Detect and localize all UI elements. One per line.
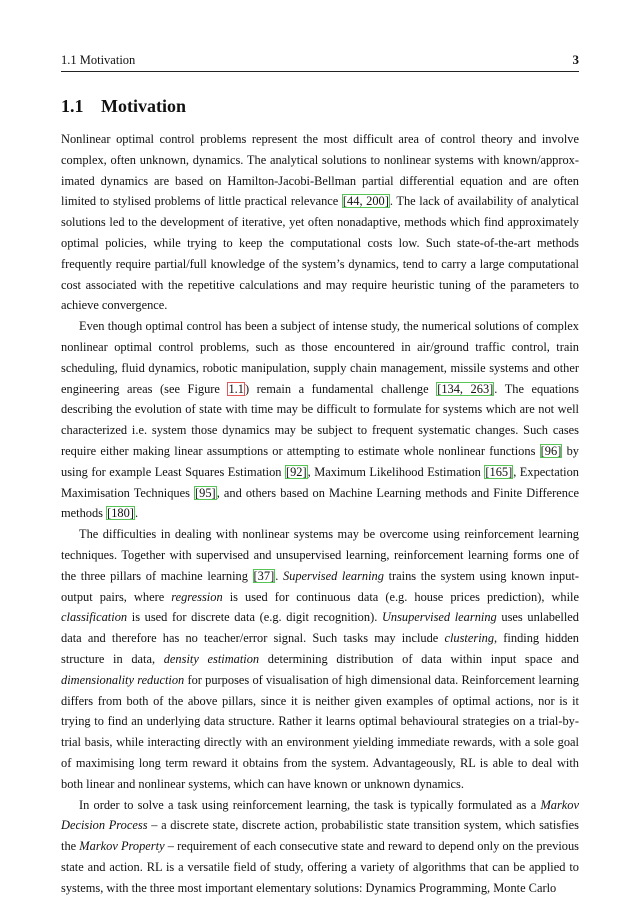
text-run: trains the system using known input-output pairs, where [61, 568, 579, 604]
text-run: Even though optimal control has been a subject of intense study, the numerical solutions of complex nonlinear optimal control problems, such as those encountered in air/ground traffic control, train scheduling, fluid dynamics, robotic manipulation, supply chain management, missile systems and other engineering areas (see Figure [61, 319, 579, 396]
figure-link[interactable]: 1.1 [228, 381, 244, 396]
emphasis: Supervised learning [282, 568, 384, 583]
section-heading [61, 96, 579, 117]
text-run: determining distribution of data within input space and [259, 651, 580, 666]
running-header [61, 52, 579, 72]
emphasis: regression [171, 589, 223, 604]
text-run: , finding hidden structure in data, [61, 631, 580, 666]
paragraph-1 [61, 129, 579, 316]
citation-link[interactable]: [96] [540, 443, 562, 458]
text-run: for purposes of visualisation of high dimensional data. Reinforcement learning differs from both of the above pillars, since it is neither given examples of optimal actions, nor is it trying to find an underlying data structure. Rather it learns optimal behavioural strategies on a trial-by-trial basis, while interacting directly with an environment yielding immediate rewards, with a sole goal of maximising long term reward it obtains from the system. Advantageously, RL is able to deal with both linear and nonlinear systems, which can have known or unknown dynamics. [61, 672, 579, 791]
text-run: The difficulties in dealing with nonlinear systems may be overcome using reinforcement learning techniques. Together with supervised and unsupervised learning, reinforcement learning forms one of the three pillars of machine learning [61, 527, 579, 583]
header-section: 1.1 Motivation [61, 53, 136, 67]
page [61, 52, 579, 898]
emphasis: Unsupervised learning [381, 610, 497, 625]
citation-link[interactable]: [95] [195, 485, 216, 500]
citation-link[interactable]: [180] [107, 506, 134, 521]
section-title: Motivation [101, 96, 186, 116]
emphasis: classification [61, 610, 128, 625]
emphasis: Markov Decision Process [61, 797, 579, 833]
text-run: – requirement of each consecutive state and reward to depend only on the previous state and action. RL is a versatile field of study, offering a variety of algorithms that can be applied to systems, with the three most important elementary solutions: Dynamics Programming, Monte Carlo [61, 839, 579, 895]
emphasis: Markov Property [79, 839, 165, 854]
citation-link[interactable]: [92] [285, 464, 307, 479]
text-run: , Expectation Maximisation Techniques [61, 464, 579, 500]
section-number: 1.1 [61, 96, 84, 116]
citation-link[interactable]: [134, 263] [437, 381, 494, 396]
text-run: . The equations describing the evolution of state with time may be difficult to formulate for systems which are not well characterized i.e. system those dynamics may be subject to frequent systematic changes. Such cases require either making linear assumptions or attempting to estimate whole nonlinear functions [61, 381, 580, 458]
text-run: . [275, 568, 283, 583]
citation-link[interactable]: [37] [253, 568, 275, 583]
emphasis: clustering [444, 631, 495, 646]
text-run: , and others based on Machine Learning methods and Finite Difference methods [61, 485, 579, 521]
text-run: In order to solve a task using reinforcement learning, the task is typically formulated as a [79, 797, 541, 812]
paragraph-2 [61, 316, 579, 524]
citation-link[interactable]: [165] [485, 464, 513, 479]
text-run: uses unlabelled data and therefore has no teacher/error signal. Such tasks may include [61, 610, 579, 646]
text-run: ) remain a fundamental challenge [244, 381, 437, 396]
paragraph-3 [61, 524, 579, 794]
text-run: by using for example Least Squares Estimation [61, 443, 579, 479]
text-run: is used for discrete data (e.g. digit recognition). [127, 610, 382, 625]
text-run: – a discrete state, discrete action, probabilistic state transition system, which satisfies the [61, 818, 579, 854]
paragraph-4 [61, 795, 579, 899]
emphasis: density estimation [163, 651, 260, 666]
page-number: 3 [572, 52, 579, 67]
text-run: . [134, 506, 139, 521]
text-run: Nonlinear optimal control problems represent the most difficult area of control theory and involve complex, often unknown, dynamics. The analytical solutions to nonlinear systems with known/approx-imated dynamics are based on Hamilton-Jacobi-Bellman partial differential equation and are often limited to stylised problems of little practical relevance [61, 132, 579, 209]
text-run: is used for continuous data (e.g. house prices prediction), while [222, 589, 579, 604]
text-run: , Maximum Likelihood Estimation [307, 464, 485, 479]
text-run: . The lack of availability of analytical solutions led to the development of iterative, yet often nonadaptive, methods which find approximately optimal policies, while trying to keep the computational costs low. Such state-of-the-art methods frequently require partial/full knowledge of the system’s dynamics, tend to carry a large computational cost associated with the repetitive calculations and may require heuristic tuning of the parameters to achieve convergence. [61, 194, 579, 313]
emphasis: dimensionality reduction [61, 672, 185, 687]
citation-link[interactable]: [44, 200] [342, 194, 389, 209]
